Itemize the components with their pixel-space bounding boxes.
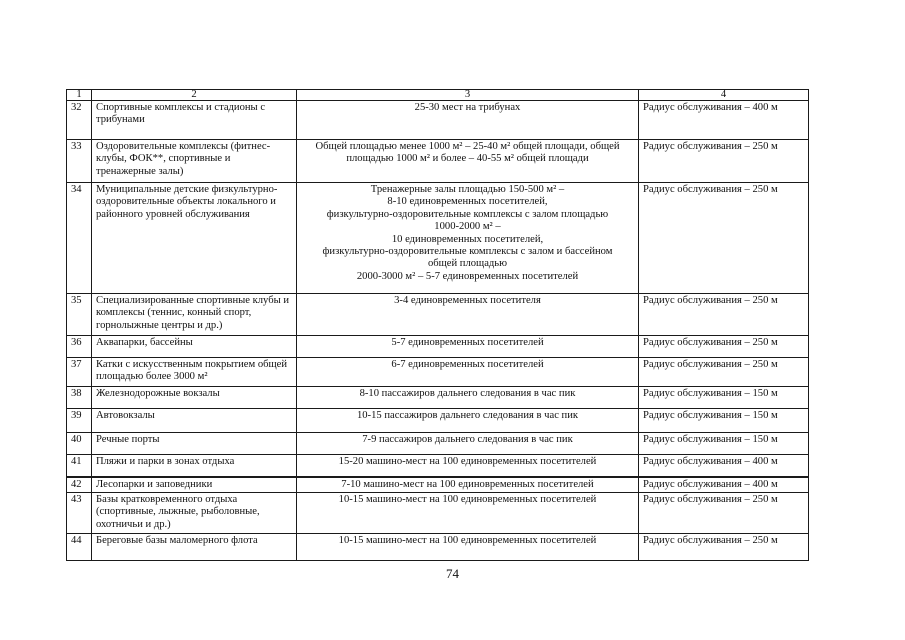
table-row — [67, 183, 809, 294]
norm-value: 10-15 пассажиров дальнего следования в час пик — [297, 409, 639, 433]
page-number: 74 — [446, 566, 459, 581]
table-row — [67, 336, 809, 358]
table-row — [67, 455, 809, 477]
header-col-3: 3 — [297, 90, 639, 101]
service-radius: Радиус обслуживания – 250 м — [639, 492, 809, 533]
norm-line: 8-10 единовременных посетителей, — [387, 196, 548, 208]
table-row — [67, 294, 809, 336]
row-number: 38 — [67, 387, 92, 409]
facility-name: Лесопарки и заповедники — [92, 477, 297, 493]
row-number: 32 — [67, 101, 92, 140]
service-radius: Радиус обслуживания – 250 м — [639, 336, 809, 358]
row-number: 39 — [67, 409, 92, 433]
service-radius: Радиус обслуживания – 150 м — [639, 433, 809, 455]
norm-value: 3-4 единовременных посетителя — [297, 294, 639, 336]
row-number: 43 — [67, 492, 92, 533]
norm-value: 6-7 единовременных посетителей — [297, 358, 639, 387]
service-radius: Радиус обслуживания – 150 м — [639, 409, 809, 433]
facility-name: Пляжи и парки в зонах отдыха — [92, 455, 297, 477]
norm-value: 15-20 машино-мест на 100 единовременных посетителей — [297, 455, 639, 477]
table-row — [67, 101, 809, 140]
facility-name: Аквапарки, бассейны — [92, 336, 297, 358]
row-number: 34 — [67, 183, 92, 294]
service-radius: Радиус обслуживания – 400 м — [639, 455, 809, 477]
table-row — [67, 358, 809, 387]
row-number: 41 — [67, 455, 92, 477]
facility-name: Железнодорожные вокзалы — [92, 387, 297, 409]
table-row — [67, 492, 809, 533]
row-number: 40 — [67, 433, 92, 455]
norm-value: 7-9 пассажиров дальнего следования в час пик — [297, 433, 639, 455]
norm-value: Общей площадью менее 1000 м² – 25-40 м² общей площади, общей площадью 1000 м² и более – 40-55 м² общей площади — [297, 140, 639, 183]
norm-value — [297, 183, 639, 294]
row-number: 37 — [67, 358, 92, 387]
row-number: 42 — [67, 477, 92, 493]
norm-line: общей площадью — [427, 258, 508, 270]
table-row — [67, 477, 809, 493]
facility-name: Спортивные комплексы и стадионы с трибунами — [92, 101, 297, 140]
service-radius: Радиус обслуживания – 400 м — [639, 477, 809, 493]
table-row — [67, 409, 809, 433]
service-radius: Радиус обслуживания – 250 м — [639, 183, 809, 294]
facility-name: Оздоровительные комплексы (фитнес-клубы, ФОК**, спортивные и тренажерные залы) — [92, 140, 297, 183]
row-number: 35 — [67, 294, 92, 336]
table-row — [67, 533, 809, 560]
norm-value: 8-10 пассажиров дальнего следования в час пик — [297, 387, 639, 409]
norm-value: 7-10 машино-мест на 100 единовременных посетителей — [297, 477, 639, 493]
norm-line: физкультурно-оздоровительные комплексы с залом и бассейном — [322, 246, 613, 258]
service-radius: Радиус обслуживания – 250 м — [639, 358, 809, 387]
service-radius: Радиус обслуживания – 250 м — [639, 533, 809, 560]
facility-name: Муниципальные детские физкультурно-оздоровительные объекты локального и районного уровней обслуживания — [92, 183, 297, 294]
header-col-1: 1 — [67, 90, 92, 101]
header-col-4: 4 — [639, 90, 809, 101]
facility-name: Береговые базы маломерного флота — [92, 533, 297, 560]
norm-line: физкультурно-оздоровительные комплексы с залом площадью — [326, 208, 609, 220]
service-radius: Радиус обслуживания – 250 м — [639, 294, 809, 336]
norm-value: 5-7 единовременных посетителей — [297, 336, 639, 358]
table-row — [67, 387, 809, 409]
facility-name: Базы кратковременного отдыха (спортивные, лыжные, рыболовные, охотничьи и др.) — [92, 492, 297, 533]
norms-table — [66, 89, 809, 561]
norm-line: 2000-3000 м² – 5-7 единовременных посетителей — [356, 270, 579, 282]
row-number: 36 — [67, 336, 92, 358]
service-radius: Радиус обслуживания – 250 м — [639, 140, 809, 183]
row-number: 33 — [67, 140, 92, 183]
norm-line: 1000-2000 м² – — [434, 221, 501, 233]
facility-name: Автовокзалы — [92, 409, 297, 433]
service-radius: Радиус обслуживания – 400 м — [639, 101, 809, 140]
row-number: 44 — [67, 533, 92, 560]
norm-line: 10 единовременных посетителей, — [391, 233, 544, 245]
facility-name: Речные порты — [92, 433, 297, 455]
table-row — [67, 140, 809, 183]
norm-value: 10-15 машино-мест на 100 единовременных посетителей — [297, 533, 639, 560]
service-radius: Радиус обслуживания – 150 м — [639, 387, 809, 409]
norm-value: 25-30 мест на трибунах — [297, 101, 639, 140]
table-header-row — [67, 90, 809, 101]
table-row — [67, 433, 809, 455]
facility-name: Специализированные спортивные клубы и комплексы (теннис, конный спорт, горнолыжные центры и др.) — [92, 294, 297, 336]
norm-line: Тренажерные залы площадью 150-500 м² – — [370, 184, 565, 195]
header-col-2: 2 — [92, 90, 297, 101]
facility-name: Катки с искусственным покрытием общей площадью более 3000 м² — [92, 358, 297, 387]
norm-value: 10-15 машино-мест на 100 единовременных посетителей — [297, 492, 639, 533]
